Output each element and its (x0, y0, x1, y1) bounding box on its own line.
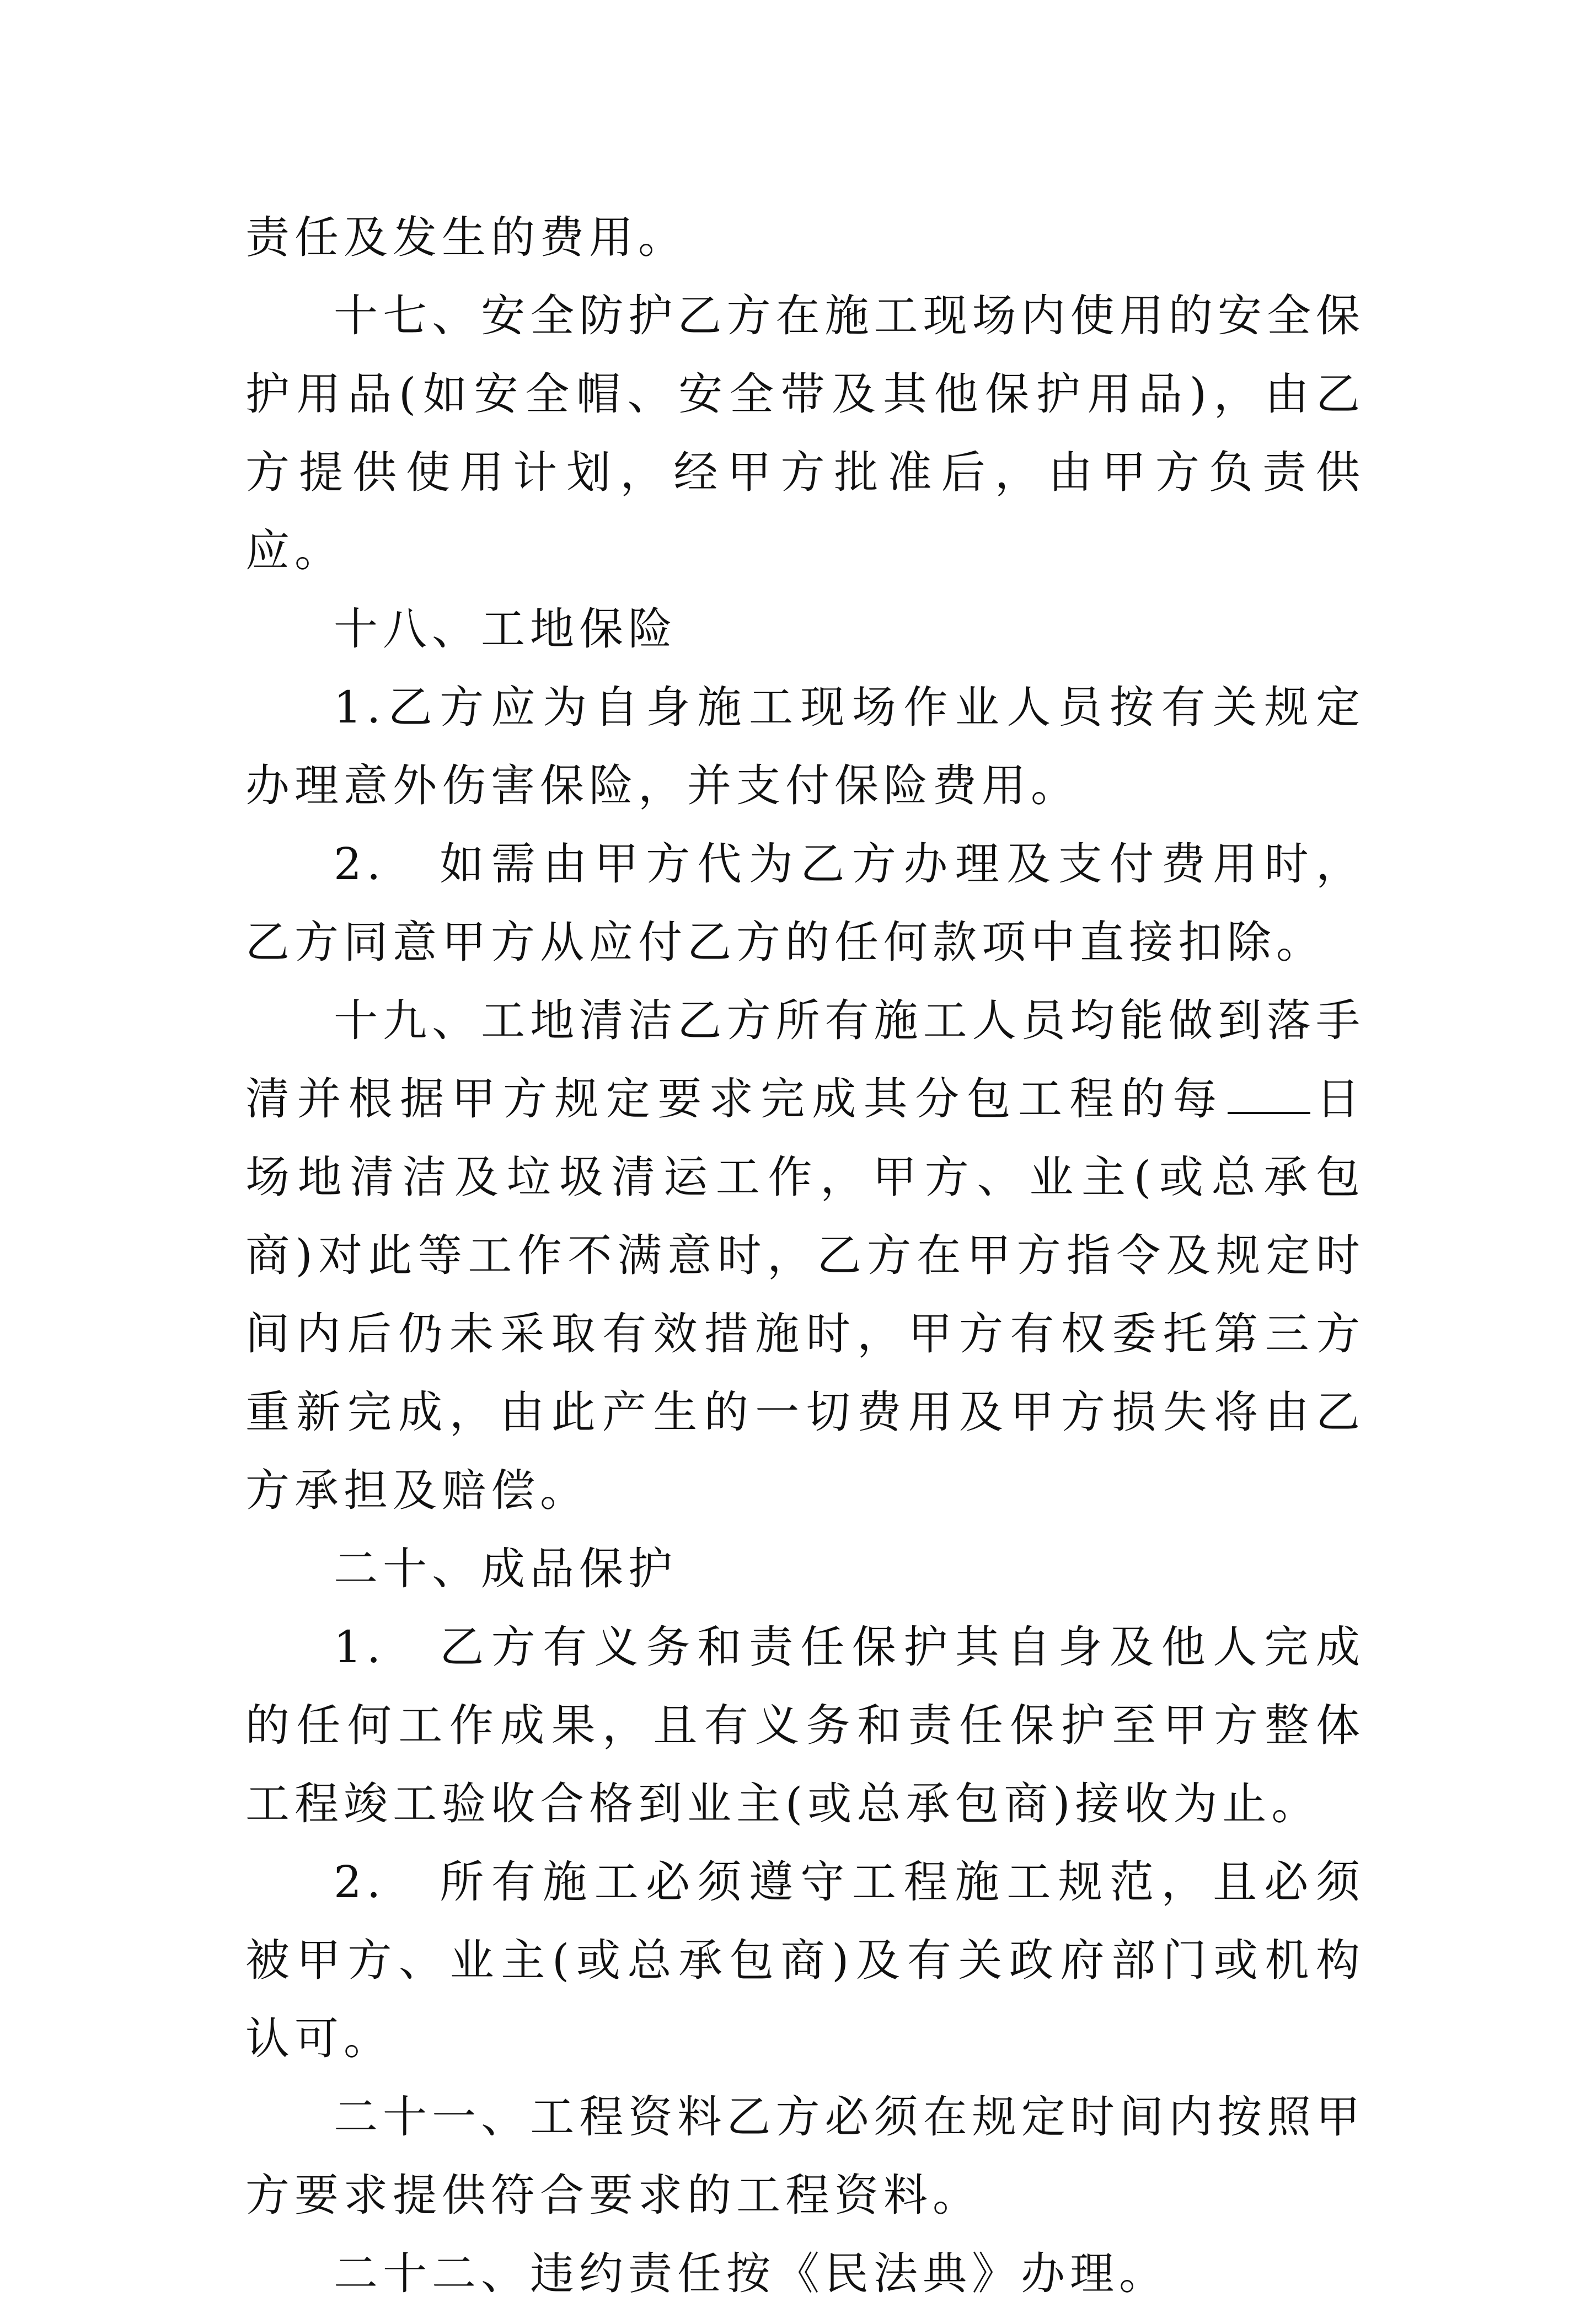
paragraph-20-item-2: 2. 所有施工必须遵守工程施工规范，且必须被甲方、业主(或总承包商)及有关政府部门或机构认可。 (245, 1856, 1365, 2064)
document-body (245, 199, 1365, 2313)
paragraph-18-item-2: 2. 如需由甲方代为乙方办理及支付费用时，乙方同意甲方从应付乙方的任何款项中直接扣除。 (245, 838, 1365, 968)
paragraph-22-liability: 二十二、违约责任按《民法典》办理。 (334, 2248, 1168, 2299)
paragraph-19-cleaning (245, 982, 1365, 1530)
paragraph-21-documents: 二十一、工程资料乙方必须在规定时间内按照甲方要求提供符合要求的工程资料。 (245, 2091, 1365, 2221)
paragraph-19-before-blank: 十九、工地清洁乙方所有施工人员均能做到落手清并根据甲方规定要求完成其分包工程的每 (245, 995, 1365, 1125)
heading-18-insurance: 十八、工地保险 (334, 603, 677, 655)
heading-20-protection: 二十、成品保护 (334, 1543, 677, 1594)
paragraph-20-item-1: 1. 乙方有义务和责任保护其自身及他人完成的任何工作成果，且有义务和责任保护至甲方整体工程竣工验收合格到业主(或总承包商)接收为止。 (245, 1621, 1365, 1829)
paragraph-18-item-1: 1.乙方应为自身施工现场作业人员按有关规定办理意外伤害保险，并支付保险费用。 (245, 682, 1365, 811)
paragraph-19-after-blank: 日场地清洁及垃圾清运工作，甲方、业主(或总承包商)对此等工作不满意时，乙方在甲方指令及规定时间内后仍未采取有效措施时，甲方有权委托第三方重新完成，由此产生的一切费用及甲方损失将由乙方承担及赔偿。 (245, 1073, 1365, 1516)
paragraph-17-safety: 十七、安全防护乙方在施工现场内使用的安全保护用品(如安全帽、安全带及其他保护用品)，由乙方提供使用计划，经甲方批准后，由甲方负责供应。 (245, 290, 1365, 576)
fill-in-blank (1228, 1073, 1310, 1114)
paragraph-continuation: 责任及发生的费用。 (245, 212, 687, 263)
